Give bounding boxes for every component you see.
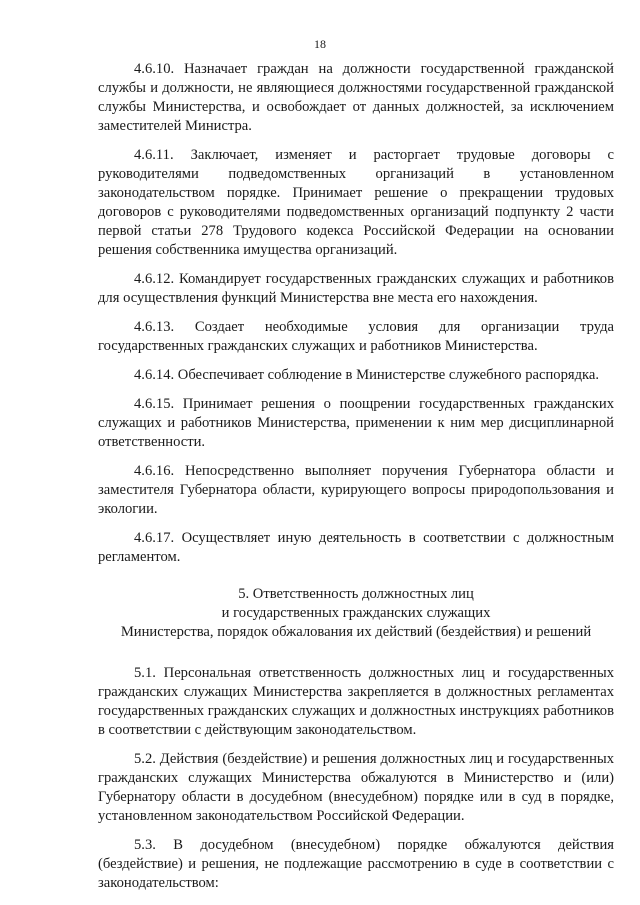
paragraph-4-6-14: 4.6.14. Обеспечивает соблюдение в Министерстве служебного распорядка. [134, 367, 600, 383]
section-title-line-1: 5. Ответственность должностных лиц [238, 586, 474, 602]
section-title-line-3: Министерства, порядок обжалования их действий (бездействия) и решений [120, 624, 592, 640]
section-title-line-2: и государственных гражданских служащих [221, 605, 491, 621]
document-body [98, 60, 614, 903]
paragraph-4-6-13: 4.6.13. Создает необходимые условия для организации труда государственных гражданских служащих и работников Министерства. [98, 319, 614, 354]
paragraph-5-2: 5.2. Действия (бездействие) и решения должностных лиц и государственных гражданских служащих Министерства обжалуются в Министерство и (или) Губернатору области в досудебном (внесудебном) порядке или в суд в порядке, установленном законодательством Российской Федерации. [98, 751, 614, 824]
paragraph-4-6-10: 4.6.10. Назначает граждан на должности государственной гражданской службы и должности, не являющиеся должностями государственной гражданской службы Министерства, и освобождает от данных должностей, за исключением заместителей Министра. [98, 61, 614, 134]
paragraph-4-6-11: 4.6.11. Заключает, изменяет и расторгает трудовые договоры с руководителями подведомственных организаций в установленном законодательством порядке. Принимает решение о прекращении трудовых договоров с руководителями подведомственных организаций подпункту 2 части первой статьи 278 Трудового кодекса Российской Федерации на основании решения собственника имущества организаций. [98, 147, 614, 258]
paragraph-4-6-17: 4.6.17. Осуществляет иную деятельность в соответствии с должностным регламентом. [98, 530, 614, 565]
page-number: 18 [314, 37, 326, 51]
paragraph-4-6-16: 4.6.16. Непосредственно выполняет поручения Губернатора области и заместителя Губернатора области, курирующего вопросы природопользования и экологии. [98, 463, 614, 517]
section-5-title [98, 585, 614, 642]
paragraph-5-1: 5.1. Персональная ответственность должностных лиц и государственных гражданских служащих Министерства закрепляется в должностных регламентах государственных гражданских служащих и должностных инструкциях работников в соответствии с действующим законодательством. [98, 665, 614, 738]
paragraph-4-6-12: 4.6.12. Командирует государственных гражданских служащих и работников для осуществления функций Министерства вне места его нахождения. [98, 271, 614, 306]
paragraph-4-6-15: 4.6.15. Принимает решения о поощрении государственных гражданских служащих и работников Министерства, применении к ним мер дисциплинарной ответственности. [98, 396, 614, 450]
paragraph-5-3: 5.3. В досудебном (внесудебном) порядке обжалуются действия (бездействие) и решения, не подлежащие рассмотрению в суде в соответствии с законодательством: [98, 837, 614, 891]
